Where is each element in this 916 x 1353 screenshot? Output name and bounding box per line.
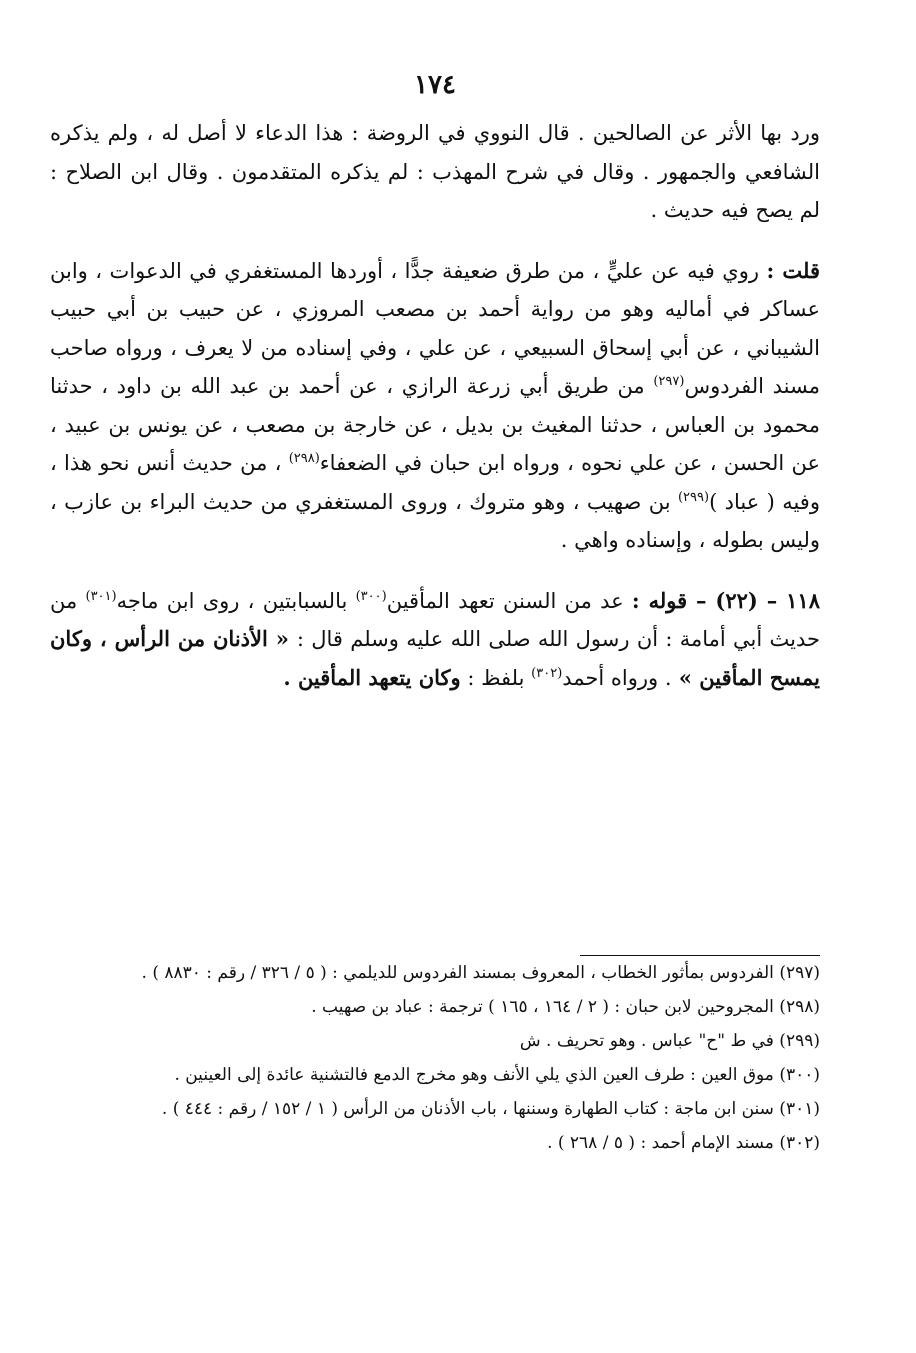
footnote-298: (٢٩٨) المجروحين لابن حبان : ( ٢ / ١٦٤ ، ١٦٥ ) ترجمة : عباد بن صهيب . (311, 997, 820, 1017)
footnote-301: (٣٠١) سنن ابن ماجة : كتاب الطهارة وسننها ، باب الأذنان من الرأس ( ١ / ١٥٢ / رقم : ٤٤٤ ) . (161, 1099, 820, 1119)
footnote-ref-298[interactable]: (٢٩٨) (288, 451, 320, 466)
page-body (50, 70, 820, 697)
paragraph-3-text-b: بالسبابتين ، روى ابن ماجه (116, 588, 356, 613)
footnotes-section (50, 958, 820, 1162)
paragraph-3-text-c: من حديث أبي أمامة : أن رسول الله صلى الله عليه وسلم قال : (50, 588, 820, 651)
paragraph-3 (50, 582, 820, 698)
footnote-297: (٢٩٧) الفردوس بمأثور الخطاب ، المعروف بمسند الفردوس للديلمي : ( ٥ / ٣٢٦ / رقم : ٨٨٣٠ ) . (141, 963, 820, 983)
hadith-closing: وكان يتعهد المأقين . (283, 664, 461, 690)
footnote-300: (٣٠٠) موق العين : طرف العين الذي يلي الأنف وهو مخرج الدمع فالتشنية عائدة إلى العينين . (174, 1065, 820, 1085)
footnote-302: (٣٠٢) مسند الإمام أحمد : ( ٥ / ٢٦٨ ) . (547, 1133, 820, 1153)
footnote-ref-301[interactable]: (٣٠١) (85, 588, 117, 604)
paragraph-2-text-a: روي فيه عن عليٍّ ، من طرق ضعيفة جدًّا ، أوردها المستغفري في الدعوات ، وابن عساكر في أماليه وهو من رواية أحمد بن مصعب المروزي ، عن حبيب بن أبي حبيب الشيباني ، عن أبي إسحاق السبيعي ، عن علي ، وفي إسناده من لا يعرف ، ورواه صاحب مسند الفردوس (50, 258, 820, 398)
paragraph-1 (50, 114, 820, 230)
paragraph-3-text-e: بلفظ : (460, 665, 532, 690)
paragraph-3-text-d: . ورواه أحمد (562, 665, 672, 690)
paragraph-2-text-d: بن صهيب ، وهو متروك ، وروى المستغفري من حديث البراء بن عازب ، وليس بطوله ، وإسناده واهي . (50, 489, 820, 552)
paragraph-2 (50, 252, 820, 560)
footnote-ref-297[interactable]: (٢٩٧) (653, 374, 685, 389)
paragraph-2-text-b: من طريق أبي زرعة الرازي ، عن أحمد بن عبد الله بن داود ، حدثنا محمود بن العباس ، حدثنا المغيث بن بديل ، عن خارجة بن مصعب ، عن يونس بن عبيد ، عن الحسن ، عن علي نحوه ، ورواه ابن حبان في الضعفاء (50, 374, 821, 475)
footnote-299: (٢٩٩) في ط "ح" عباس . وهو تحريف . ش (519, 1031, 820, 1051)
paragraph-2-lead: قلت : (766, 257, 820, 283)
hadith-quote: « الأذنان من الرأس ، وكان يمسح المأقين » (50, 626, 820, 690)
footnote-divider (580, 955, 820, 956)
footnote-ref-302[interactable]: (٣٠٢) (531, 665, 563, 681)
paragraph-3-text-a: عد من السنن تعهد المأقين (386, 588, 632, 613)
page-number: ١٧٤ (414, 70, 456, 100)
footnote-ref-300[interactable]: (٣٠٠) (355, 588, 387, 604)
footnote-ref-299[interactable]: (٢٩٩) (677, 489, 710, 505)
paragraph-2-text-c: ، من حديث أنس نحو هذا ، وفيه ( عباد ) (50, 451, 820, 514)
paragraph-1-text: ورد بها الأثر عن الصالحين . قال النووي في الروضة : هذا الدعاء لا أصل له ، ولم يذكره الشافعي والجمهور . وقال في شرح المهذب : لم يذكره المتقدمون . وقال ابن الصلاح : لم يصح فيه حديث . (50, 121, 820, 222)
paragraph-3-lead: ١١٨ – (٢٢) – قوله : (631, 587, 820, 613)
